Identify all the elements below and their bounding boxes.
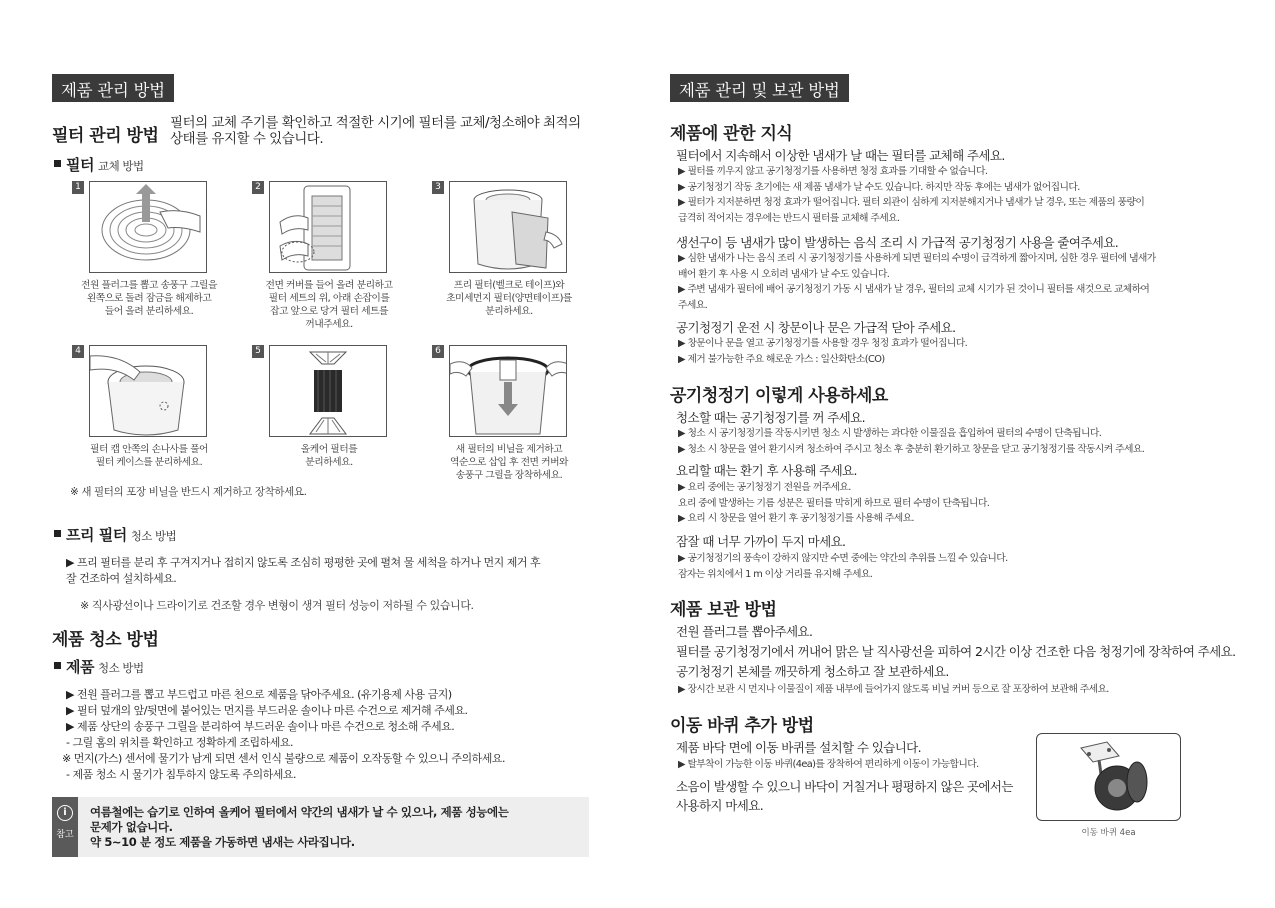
bullet-line: 잘 건조하여 설치하세요. [66, 572, 177, 585]
bullet-line: ▶ 제품 상단의 송풍구 그릴을 분리하여 부드러운 솔이나 마른 수건으로 청소해 주세요. [66, 720, 455, 733]
knowledge-sub-3: 공기청정기 운전 시 창문이나 문은 가급적 닫아 주세요. [676, 320, 956, 335]
product-cleaning-title: 제품 청소 방법 [52, 630, 159, 650]
knowledge-sub-2: 생선구이 등 냄새가 많이 발생하는 음식 조리 시 가급적 공기청정기 사용을 줄여주세요. [676, 235, 1119, 250]
section-header-product-care: 제품 관리 방법 [52, 74, 174, 102]
step-number: 5 [252, 345, 264, 358]
filter-care-description [170, 115, 590, 147]
prefilter-instructions [66, 555, 540, 587]
bullet-line: ▶ 프리 필터를 분리 후 구겨지거나 접히지 않도록 조심히 평평한 곳에 펼쳐 물 세척을 하거나 먼지 제거 후 [66, 556, 541, 569]
step-1 [72, 181, 242, 321]
step-caption: 프리 필터(벨크로 테이프)와 초미세먼지 필터(양면테이프)를 분리하세요. [446, 280, 572, 317]
right-page [670, 0, 1236, 908]
wheel-warning: 소음이 발생할 수 있으니 바닥이 거칠거나 평평하지 않은 곳에서는 사용하지 마세요. [676, 779, 1013, 813]
reference-text: 여름철에는 습기로 인하여 올케어 필터에서 약간의 냄새가 날 수 있으나, 제품 성능에는 문제가 없습니다. 약 5~10 분 정도 제품을 가동하면 냄새는 사라집니다. [90, 805, 509, 849]
square-bullet-icon [54, 530, 61, 537]
step-4 [72, 345, 242, 475]
usage-bullets-3 [678, 551, 1008, 582]
step-3-illustration [449, 181, 567, 273]
step-caption: 전원 플러그를 뽑고 송풍구 그릴을 왼쪽으로 돌려 잠금을 해제하고 들어 올려 분리하세요. [81, 280, 217, 317]
filter-note: ※ 새 필터의 포장 비닐을 반드시 제거하고 장착하세요. [70, 486, 307, 498]
step-caption: 전면 커버를 들어 올려 분리하고 필터 세트의 위, 아래 손잡이를 잡고 앞으로 당겨 필터 세트를 꺼내주세요. [265, 280, 393, 330]
bullet-line: 잠자는 위치에서 1 m 이상 거리를 유지해 주세요. [678, 568, 873, 580]
bullet-line: ▶ 전원 플러그를 뽑고 부드럽고 마른 천으로 제품을 닦아주세요. (유기용제 사용 금지) [66, 688, 452, 701]
bullet-line: - 제품 청소 시 물기가 침투하지 않도록 주의하세요. [66, 768, 296, 781]
bullet-line: ▶ 공기청정기 작동 초기에는 새 제품 냄새가 날 수도 있습니다. 하지만 작동 후에는 냄새가 없어집니다. [678, 181, 1080, 193]
product-knowledge-title: 제품에 관한 지식 [670, 124, 793, 144]
caster-wheel-illustration [1036, 733, 1181, 821]
step-number: 4 [72, 345, 84, 358]
step-number: 2 [252, 181, 264, 194]
bullet-line: 급격히 적어지는 경우에는 반드시 필터를 교체해 주세요. [678, 212, 900, 224]
bullet-line: ▶ 필터 덮개의 앞/뒷면에 붙어있는 먼지를 부드러운 솔이나 마른 수건으로 제거해 주세요. [66, 704, 468, 717]
bullet-line: 요리 중에 발생하는 기름 성분은 필터를 막히게 하므로 필터 수명이 단축됩니다. [678, 497, 990, 509]
step-3 [432, 181, 602, 321]
storage-line: 전원 플러그를 뽑아주세요. [676, 624, 813, 639]
storage-title: 제품 보관 방법 [670, 600, 777, 620]
step-number: 1 [72, 181, 84, 194]
usage-bullets-2 [678, 480, 989, 527]
knowledge-bullets-1 [678, 164, 1144, 226]
step-5-illustration [269, 345, 387, 437]
step-5 [252, 345, 422, 475]
bullet-line: ▶ 필터가 지저분하면 청정 효과가 떨어집니다. 필터 외관이 심하게 지저분해지거나 냄새가 날 경우, 또는 제품의 풍량이 [678, 197, 1145, 208]
bullet-line: ▶ 창문이나 문을 열고 공기청정기를 사용할 경우 청정 효과가 떨어집니다. [678, 338, 968, 349]
step-2-illustration [269, 181, 387, 273]
reference-label: 참고 [56, 830, 74, 840]
info-icon: i [57, 805, 73, 821]
prefilter-note: ※ 직사광선이나 드라이기로 건조할 경우 변형이 생겨 필터 성능이 저하될 수 있습니다. [80, 599, 474, 612]
storage-bullet: ▶ 장시간 보관 시 먼지나 이물질이 제품 내부에 들어가지 않도록 비닐 커버 등으로 잘 포장하여 보관해 주세요. [678, 684, 1109, 695]
bullet-line: ▶ 요리 시 창문을 열어 환기 후 공기청정기를 사용해 주세요. [678, 513, 914, 524]
bullet-line: 배어 환기 후 사용 시 오히려 냄새가 날 수도 있습니다. [678, 268, 890, 280]
step-6-illustration [449, 345, 567, 437]
square-bullet-icon [54, 662, 61, 669]
step-number: 3 [432, 181, 444, 194]
storage-line: 공기청정기 본체를 깨끗하게 청소하고 잘 보관하세요. [676, 664, 949, 679]
step-caption: 올케어 필터를 분리하세요. [300, 444, 358, 468]
storage-text [676, 622, 1235, 682]
usage-sub-3: 잠잘 때 너무 가까이 두지 마세요. [676, 534, 846, 549]
usage-sub-2: 요리할 때는 환기 후 사용해 주세요. [676, 463, 857, 478]
step-2 [252, 181, 422, 331]
wheel-sub: 제품 바닥 면에 이동 바퀴를 설치할 수 있습니다. [676, 740, 922, 755]
bullet-line: ▶ 공기청정기의 풍속이 강하지 않지만 수면 중에는 약간의 추위를 느낄 수 있습니다. [678, 553, 1008, 564]
section-header-care-storage: 제품 관리 및 보관 방법 [670, 74, 849, 102]
caster-wheel-caption: 이동 바퀴 4ea [1081, 828, 1136, 838]
bullet-line: 주세요. [678, 299, 708, 311]
step-1-illustration [89, 181, 207, 273]
reference-note-box [52, 797, 589, 857]
step-6 [432, 345, 602, 485]
filter-desc-line: 상태를 유지할 수 있습니다. [170, 131, 324, 147]
filter-care-title: 필터 관리 방법 [52, 126, 159, 146]
bullet-line: ▶ 요리 중에는 공기청정기 전원을 꺼주세요. [678, 482, 851, 493]
filter-desc-line: 필터의 교체 주기를 확인하고 적절한 시기에 필터를 교체/청소해야 최적의 [170, 115, 581, 131]
knowledge-bullets-3 [678, 336, 967, 367]
left-page [52, 0, 592, 908]
bullet-line: ▶ 청소 시 창문을 열어 환기시켜 청소하여 주시고 청소 후 충분히 환기하고 창문을 닫고 공기청정기를 작동시켜 주세요. [678, 443, 1145, 455]
bullet-line: ▶ 필터를 끼우지 않고 공기청정기를 사용하면 청정 효과를 기대할 수 없습니다. [678, 166, 988, 177]
knowledge-bullets-2 [678, 251, 1156, 313]
bullet-line: ▶ 제거 불가능한 주요 해로운 가스 : 일산화탄소(CO) [678, 353, 885, 365]
reference-badge [52, 797, 78, 857]
bullet-line: ▶ 청소 시 공기청정기를 작동시키면 청소 시 발생하는 과다한 이물질을 흡입하여 필터의 수명이 단축됩니다. [678, 428, 1102, 439]
bullet-line: ▶ 심한 냄새가 나는 음식 조리 시 공기청정기를 사용하게 되면 필터의 수명이 급격하게 짧아지며, 심한 경우 필터에 냄새가 [678, 253, 1156, 264]
prefilter-subheading: 프리 필터 청소 방법 [54, 524, 176, 545]
step-4-illustration [89, 345, 207, 437]
usage-sub-1: 청소할 때는 공기청정기를 꺼 주세요. [676, 410, 865, 425]
filter-replace-subheading: 필터 교체 방법 [54, 154, 144, 175]
usage-bullets-1 [678, 426, 1144, 457]
wheel-title: 이동 바퀴 추가 방법 [670, 716, 814, 736]
bullet-line: - 그릴 홈의 위치를 확인하고 정확하게 조립하세요. [66, 736, 293, 749]
product-cleaning-instructions [62, 687, 506, 783]
usage-title: 공기청정기 이렇게 사용하세요 [670, 386, 888, 406]
step-caption: 새 필터의 비닐을 제거하고 역순으로 삽입 후 전면 커버와 송풍구 그릴을 장착하세요. [449, 444, 569, 481]
square-bullet-icon [54, 160, 61, 167]
knowledge-sub-1: 필터에서 지속해서 이상한 냄새가 날 때는 필터를 교체해 주세요. [676, 148, 1005, 163]
bullet-line: ▶ 주변 냄새가 필터에 배어 공기청정기 가동 시 냄새가 날 경우, 필터의 교체 시기가 된 것이니 필터를 새것으로 교체하여 [678, 284, 1150, 295]
wheel-bullet: ▶ 탈부착이 가능한 이동 바퀴(4ea)를 장착하여 편리하게 이동이 가능합니다. [678, 759, 979, 770]
storage-line: 필터를 공기청정기에서 꺼내어 맑은 날 직사광선을 피하여 2시간 이상 건조한 다음 청정기에 장착하여 주세요. [676, 644, 1236, 659]
step-caption: 필터 캡 안쪽의 손나사를 풀어 필터 케이스를 분리하세요. [89, 444, 209, 468]
product-cleaning-subheading: 제품 청소 방법 [54, 656, 144, 677]
bullet-line: ※ 먼지(가스) 센서에 물기가 남게 되면 센서 인식 불량으로 제품이 오작동할 수 있으니 주의하세요. [62, 752, 506, 765]
step-number: 6 [432, 345, 444, 358]
